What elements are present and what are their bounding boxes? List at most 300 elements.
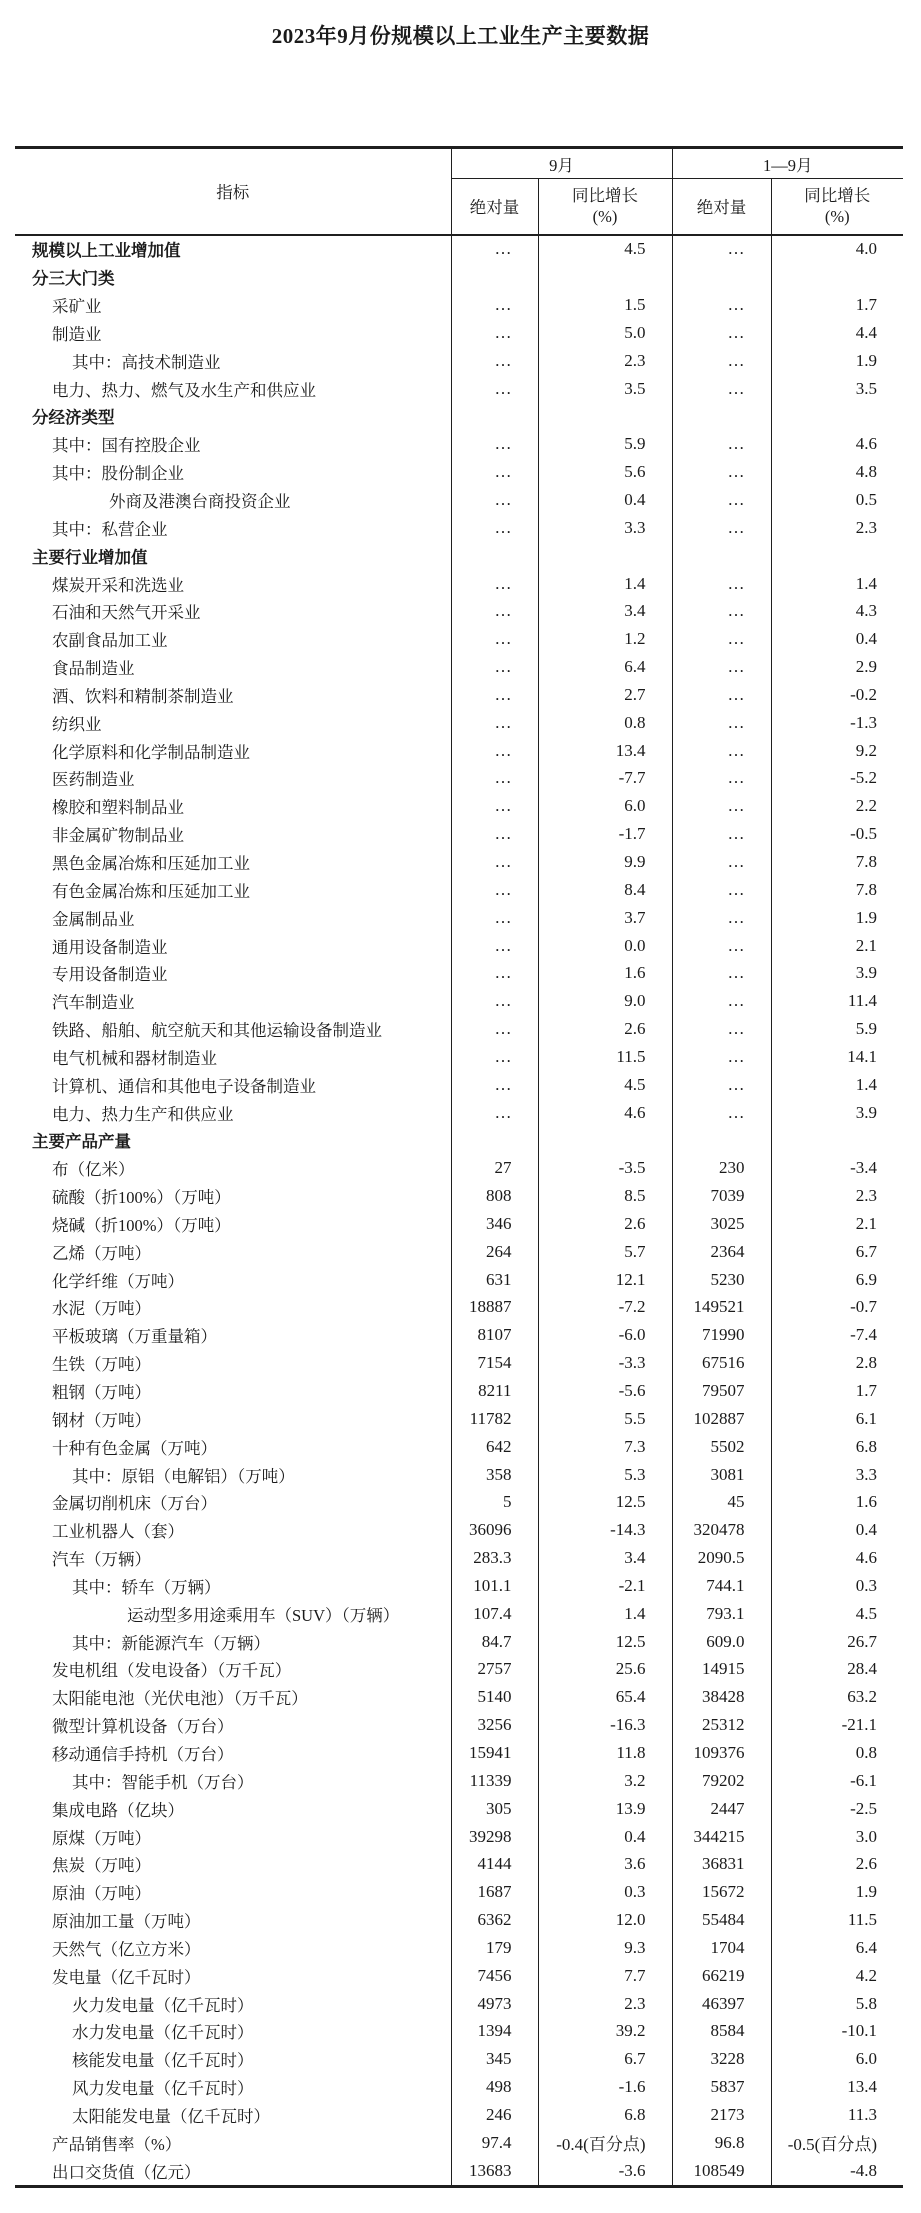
sep-absolute-value: 808	[451, 1182, 538, 1210]
indicator-label: 金属切削机床（万台）	[15, 1488, 451, 1516]
table-row	[15, 1210, 903, 1238]
table-row	[15, 1739, 903, 1767]
cum-absolute-value: 3228	[672, 2045, 771, 2073]
sep-yoy-value: 13.4	[538, 737, 672, 765]
table-row	[15, 1488, 903, 1516]
sep-yoy-value: 6.4	[538, 653, 672, 681]
cum-yoy-value	[771, 542, 903, 570]
table-row	[15, 1127, 903, 1155]
sep-yoy-value: 2.6	[538, 1210, 672, 1238]
sep-absolute-value: …	[451, 625, 538, 653]
cum-absolute-value: 71990	[672, 1321, 771, 1349]
sep-absolute-value: …	[451, 1071, 538, 1099]
cum-yoy-value: 3.5	[855, 378, 877, 398]
cum-yoy-value: 3.0	[855, 1826, 877, 1846]
table-row	[15, 2073, 903, 2101]
indicator-label: 有色金属冶炼和压延加工业	[15, 876, 451, 904]
indicator-label: 集成电路（亿块）	[15, 1795, 451, 1823]
sep-yoy-value: 5.3	[538, 1461, 672, 1489]
table-row	[15, 1683, 903, 1711]
table-row	[15, 848, 903, 876]
table-row	[15, 959, 903, 987]
sep-absolute-value: 305	[451, 1795, 538, 1823]
table-row	[15, 1433, 903, 1461]
cum-absolute-value: 320478	[672, 1516, 771, 1544]
sep-yoy-value: 1.6	[538, 959, 672, 987]
cum-absolute-value: 5230	[672, 1266, 771, 1294]
cum-yoy-value: 4.3	[855, 601, 877, 621]
cum-absolute-value: …	[672, 653, 771, 681]
sep-absolute-value: …	[451, 570, 538, 598]
sep-yoy-value: 3.6	[538, 1850, 672, 1878]
cum-absolute-value: …	[672, 1015, 771, 1043]
cum-yoy-value: 1.9	[855, 907, 877, 927]
sep-yoy-value: -5.6	[538, 1377, 672, 1405]
sep-yoy-value	[538, 1127, 672, 1155]
table-row	[15, 1656, 903, 1684]
sep-yoy-value: 0.8	[538, 709, 672, 737]
cum-absolute-value: 25312	[672, 1711, 771, 1739]
cum-absolute-value: …	[672, 681, 771, 709]
cum-yoy-value: 1.9	[855, 350, 877, 370]
cum-yoy-value: 1.4	[855, 1074, 877, 1094]
table-row	[15, 1405, 903, 1433]
cum-yoy-value: 6.4	[855, 1937, 877, 1957]
cum-yoy-value: 0.3	[855, 1575, 877, 1595]
cum-absolute-value: 230	[672, 1154, 771, 1182]
cum-yoy-value: 5.9	[855, 1019, 877, 1039]
sep-yoy-value: 6.7	[538, 2045, 672, 2073]
indicator-label: 汽车制造业	[15, 987, 451, 1015]
sep-yoy-value: 12.1	[538, 1266, 672, 1294]
sep-yoy-value: 3.7	[538, 904, 672, 932]
table-row	[15, 291, 903, 319]
cum-yoy-value: 4.5	[855, 1603, 877, 1623]
table-row	[15, 235, 903, 264]
sep-absolute-value: 39298	[451, 1823, 538, 1851]
table-row	[15, 1823, 903, 1851]
sep-absolute-value: 36096	[451, 1516, 538, 1544]
cum-absolute-value: 45	[672, 1488, 771, 1516]
sep-absolute-value: …	[451, 458, 538, 486]
table-row	[15, 792, 903, 820]
indicator-label: 水泥（万吨）	[15, 1294, 451, 1322]
cum-yoy-value: 2.3	[855, 517, 877, 537]
cum-yoy-value: 3.9	[855, 1102, 877, 1122]
sep-absolute-value: 246	[451, 2101, 538, 2129]
indicator-label: 烧碱（折100%）（万吨）	[15, 1210, 451, 1238]
cum-absolute-value: 3081	[672, 1461, 771, 1489]
indicator-label: 生铁（万吨）	[15, 1349, 451, 1377]
indicator-label: 主要产品产量	[15, 1127, 451, 1155]
sep-absolute-value	[451, 263, 538, 291]
sep-absolute-value: …	[451, 709, 538, 737]
cum-absolute-value: 36831	[672, 1850, 771, 1878]
table-row	[15, 2045, 903, 2073]
cum-absolute-value: …	[672, 1043, 771, 1071]
table-row	[15, 932, 903, 960]
sep-absolute-value: …	[451, 1015, 538, 1043]
cum-yoy-value: 14.1	[847, 1046, 877, 1066]
cum-yoy-value: 11.4	[847, 991, 877, 1011]
sep-absolute-value: …	[451, 1043, 538, 1071]
sep-yoy-value: -2.1	[538, 1572, 672, 1600]
sep-absolute-value: 498	[451, 2073, 538, 2101]
cum-yoy-value: 0.5	[855, 490, 877, 510]
table-row	[15, 1154, 903, 1182]
indicator-label: 专用设备制造业	[15, 959, 451, 987]
cum-absolute-value: …	[672, 597, 771, 625]
indicator-label: 微型计算机设备（万台）	[15, 1711, 451, 1739]
indicator-label: 移动通信手持机（万台）	[15, 1739, 451, 1767]
indicator-label: 发电量（亿千瓦时）	[15, 1962, 451, 1990]
cum-absolute-value: …	[672, 1071, 771, 1099]
indicator-label: 电力、热力、燃气及水生产和供应业	[15, 375, 451, 403]
sep-absolute-value: 8211	[451, 1377, 538, 1405]
indicator-label: 原煤（万吨）	[15, 1823, 451, 1851]
cum-yoy-value: 4.4	[855, 322, 877, 342]
cum-absolute-value	[672, 403, 771, 431]
sep-absolute-value: …	[451, 876, 538, 904]
sep-absolute-value: 13683	[451, 2157, 538, 2186]
table-row	[15, 542, 903, 570]
header-month-absolute: 绝对量	[451, 179, 538, 235]
indicator-label: 分经济类型	[15, 403, 451, 431]
cum-absolute-value: …	[672, 514, 771, 542]
sep-absolute-value: 11339	[451, 1767, 538, 1795]
cum-yoy-value: 4.0	[855, 239, 877, 259]
table-row	[15, 1990, 903, 2018]
table-body	[15, 235, 903, 2187]
sep-yoy-value: -3.3	[538, 1349, 672, 1377]
indicator-label: 其中：原铝（电解铝）（万吨）	[15, 1461, 451, 1489]
cum-absolute-value: 109376	[672, 1739, 771, 1767]
sep-yoy-value: 6.8	[538, 2101, 672, 2129]
sep-absolute-value	[451, 1127, 538, 1155]
cum-absolute-value: 344215	[672, 1823, 771, 1851]
sep-absolute-value: 1687	[451, 1878, 538, 1906]
indicator-label: 太阳能电池（光伏电池）（万千瓦）	[15, 1683, 451, 1711]
cum-absolute-value: …	[672, 709, 771, 737]
sep-yoy-value: 9.0	[538, 987, 672, 1015]
table-row	[15, 1238, 903, 1266]
indicator-label: 铁路、船舶、航空航天和其他运输设备制造业	[15, 1015, 451, 1043]
cum-yoy-value: 13.4	[847, 2077, 877, 2097]
sep-absolute-value	[451, 542, 538, 570]
sep-yoy-value: 0.4	[538, 1823, 672, 1851]
cum-yoy-value: -4.8	[850, 2160, 877, 2180]
indicator-label: 食品制造业	[15, 653, 451, 681]
cum-absolute-value: …	[672, 347, 771, 375]
sep-yoy-value: 8.4	[538, 876, 672, 904]
indicator-label: 制造业	[15, 319, 451, 347]
cum-absolute-value: 2090.5	[672, 1544, 771, 1572]
cum-absolute-value: 3025	[672, 1210, 771, 1238]
cum-yoy-value: 6.0	[855, 2049, 877, 2069]
cum-absolute-value: …	[672, 319, 771, 347]
cum-yoy-value: 1.7	[855, 1381, 877, 1401]
sep-yoy-value: -1.7	[538, 820, 672, 848]
indicator-label: 其中：高技术制造业	[15, 347, 451, 375]
sep-yoy-value: 65.4	[538, 1683, 672, 1711]
indicator-label: 风力发电量（亿千瓦时）	[15, 2073, 451, 2101]
cum-absolute-value: 744.1	[672, 1572, 771, 1600]
cum-absolute-value: 108549	[672, 2157, 771, 2186]
sep-absolute-value: 18887	[451, 1294, 538, 1322]
cum-absolute-value	[672, 1127, 771, 1155]
cum-yoy-value: -5.2	[850, 768, 877, 788]
indicator-label: 天然气（亿立方米）	[15, 1934, 451, 1962]
sep-absolute-value: …	[451, 1099, 538, 1127]
table-row	[15, 709, 903, 737]
indicator-label: 非金属矿物制品业	[15, 820, 451, 848]
sep-yoy-value	[538, 542, 672, 570]
sep-yoy-value: 0.3	[538, 1878, 672, 1906]
sep-yoy-value: 1.4	[538, 570, 672, 598]
cum-absolute-value: 1704	[672, 1934, 771, 1962]
cum-yoy-value: -2.5	[850, 1798, 877, 1818]
sep-yoy-value: 9.9	[538, 848, 672, 876]
cum-absolute-value: …	[672, 876, 771, 904]
sep-yoy-value: -3.5	[538, 1154, 672, 1182]
indicator-label: 核能发电量（亿千瓦时）	[15, 2045, 451, 2073]
sep-absolute-value: …	[451, 932, 538, 960]
sep-yoy-value: 8.5	[538, 1182, 672, 1210]
cum-yoy-value: 2.2	[855, 796, 877, 816]
sep-yoy-value: -3.6	[538, 2157, 672, 2186]
table-row	[15, 514, 903, 542]
indicator-label: 煤炭开采和洗选业	[15, 570, 451, 598]
sep-absolute-value: 8107	[451, 1321, 538, 1349]
cum-absolute-value: …	[672, 486, 771, 514]
table-row	[15, 1321, 903, 1349]
sep-absolute-value: …	[451, 765, 538, 793]
indicator-label: 水力发电量（亿千瓦时）	[15, 2018, 451, 2046]
sep-absolute-value: 4144	[451, 1850, 538, 1878]
cum-absolute-value: 79202	[672, 1767, 771, 1795]
cum-absolute-value: …	[672, 291, 771, 319]
cum-absolute-value: 2173	[672, 2101, 771, 2129]
sep-absolute-value: 4973	[451, 1990, 538, 2018]
cum-yoy-value: 28.4	[847, 1659, 877, 1679]
indicator-label: 金属制品业	[15, 904, 451, 932]
sep-yoy-value: 25.6	[538, 1656, 672, 1684]
cum-yoy-value: 2.6	[855, 1854, 877, 1874]
table-row	[15, 486, 903, 514]
sep-yoy-value: 1.4	[538, 1600, 672, 1628]
table-row	[15, 737, 903, 765]
table-row	[15, 403, 903, 431]
indicator-label: 硫酸（折100%）（万吨）	[15, 1182, 451, 1210]
cum-absolute-value: 66219	[672, 1962, 771, 1990]
indicator-label: 纺织业	[15, 709, 451, 737]
cum-absolute-value: …	[672, 1099, 771, 1127]
cum-absolute-value	[672, 542, 771, 570]
cum-yoy-value: -3.4	[850, 1158, 877, 1178]
cum-yoy-value: 2.3	[855, 1186, 877, 1206]
sep-yoy-value: 0.4	[538, 486, 672, 514]
cum-absolute-value: 8584	[672, 2018, 771, 2046]
indicator-label: 产品销售率（%）	[15, 2129, 451, 2157]
indicator-label: 主要行业增加值	[15, 542, 451, 570]
table-row	[15, 1043, 903, 1071]
table-row	[15, 319, 903, 347]
indicator-label: 电气机械和器材制造业	[15, 1043, 451, 1071]
sep-yoy-value: 3.3	[538, 514, 672, 542]
indicator-label: 其中：智能手机（万台）	[15, 1767, 451, 1795]
sep-yoy-value: -1.6	[538, 2073, 672, 2101]
sep-yoy-value: 3.5	[538, 375, 672, 403]
page-title: 2023年9月份规模以上工业生产主要数据	[271, 24, 650, 48]
cum-yoy-value: 4.6	[855, 434, 877, 454]
sep-absolute-value: …	[451, 959, 538, 987]
cum-yoy-value: -0.5(百分点)	[787, 2135, 877, 2155]
indicator-label: 乙烯（万吨）	[15, 1238, 451, 1266]
header-month-yoy-line1: 同比增长	[572, 186, 638, 206]
indicator-label: 运动型多用途乘用车（SUV）（万辆）	[15, 1600, 451, 1628]
sep-yoy-value: 4.5	[538, 1071, 672, 1099]
cum-yoy-value: 26.7	[847, 1631, 877, 1651]
sep-absolute-value: …	[451, 653, 538, 681]
table-row	[15, 263, 903, 291]
cum-yoy-value: 11.3	[847, 2104, 877, 2124]
table-row	[15, 904, 903, 932]
indicator-label: 规模以上工业增加值	[15, 235, 451, 264]
sep-yoy-value: 3.4	[538, 1544, 672, 1572]
cum-yoy-value: 2.1	[855, 1213, 877, 1233]
sep-yoy-value: 6.0	[538, 792, 672, 820]
sep-absolute-value: …	[451, 820, 538, 848]
cum-absolute-value: …	[672, 737, 771, 765]
table-row	[15, 1461, 903, 1489]
sep-absolute-value: 3256	[451, 1711, 538, 1739]
indicator-label: 其中：轿车（万辆）	[15, 1572, 451, 1600]
indicator-label: 医药制造业	[15, 765, 451, 793]
table-row	[15, 625, 903, 653]
indicator-label: 计算机、通信和其他电子设备制造业	[15, 1071, 451, 1099]
cum-absolute-value	[672, 263, 771, 291]
cum-yoy-value: 2.1	[855, 935, 877, 955]
sep-absolute-value: 107.4	[451, 1600, 538, 1628]
cum-absolute-value: …	[672, 765, 771, 793]
table-row	[15, 1071, 903, 1099]
sep-absolute-value: …	[451, 291, 538, 319]
sep-absolute-value: 642	[451, 1433, 538, 1461]
table-row	[15, 2157, 903, 2186]
table-row	[15, 1294, 903, 1322]
table-row	[15, 1544, 903, 1572]
sep-absolute-value: 84.7	[451, 1628, 538, 1656]
cum-absolute-value: 149521	[672, 1294, 771, 1322]
cum-yoy-value: 1.6	[855, 1492, 877, 1512]
indicator-label: 汽车（万辆）	[15, 1544, 451, 1572]
header-month-group: 9月	[451, 148, 672, 179]
sep-absolute-value: …	[451, 375, 538, 403]
sep-yoy-value: 7.7	[538, 1962, 672, 1990]
cum-yoy-value	[771, 263, 903, 291]
table-row	[15, 1934, 903, 1962]
cum-absolute-value: …	[672, 458, 771, 486]
table-row	[15, 987, 903, 1015]
sep-absolute-value: …	[451, 987, 538, 1015]
table-row	[15, 1600, 903, 1628]
cum-yoy-value: 6.1	[855, 1408, 877, 1428]
sep-absolute-value: 101.1	[451, 1572, 538, 1600]
header-month-yoy-line2: (%)	[592, 207, 618, 227]
sep-yoy-value: 7.3	[538, 1433, 672, 1461]
table-row	[15, 570, 903, 598]
cum-absolute-value: 2364	[672, 1238, 771, 1266]
sep-absolute-value: 179	[451, 1934, 538, 1962]
indicator-label: 电力、热力生产和供应业	[15, 1099, 451, 1127]
table-row	[15, 1795, 903, 1823]
table-row	[15, 681, 903, 709]
sep-yoy-value: 5.0	[538, 319, 672, 347]
cum-absolute-value: …	[672, 904, 771, 932]
indicator-label: 原油加工量（万吨）	[15, 1906, 451, 1934]
sep-absolute-value: 6362	[451, 1906, 538, 1934]
cum-yoy-value: 1.7	[855, 295, 877, 315]
indicator-label: 原油（万吨）	[15, 1878, 451, 1906]
cum-absolute-value: 5837	[672, 2073, 771, 2101]
sep-absolute-value: 11782	[451, 1405, 538, 1433]
sep-absolute-value: …	[451, 792, 538, 820]
cum-absolute-value: 609.0	[672, 1628, 771, 1656]
indicator-label: 化学原料和化学制品制造业	[15, 737, 451, 765]
cum-yoy-value: 4.8	[855, 462, 877, 482]
indicator-label: 其中：国有控股企业	[15, 430, 451, 458]
indicator-label: 十种有色金属（万吨）	[15, 1433, 451, 1461]
cum-yoy-value: 0.8	[855, 1742, 877, 1762]
indicator-label: 其中：私营企业	[15, 514, 451, 542]
header-row-groups	[15, 148, 903, 179]
sep-absolute-value: …	[451, 235, 538, 264]
cum-absolute-value: …	[672, 375, 771, 403]
indicator-label: 采矿业	[15, 291, 451, 319]
sep-absolute-value: …	[451, 486, 538, 514]
cum-absolute-value: 38428	[672, 1683, 771, 1711]
sep-yoy-value: 2.6	[538, 1015, 672, 1043]
sep-yoy-value: 13.9	[538, 1795, 672, 1823]
header-cum-yoy-line1: 同比增长	[804, 186, 871, 206]
sep-yoy-value	[538, 403, 672, 431]
table-row	[15, 1711, 903, 1739]
indicator-label: 酒、饮料和精制茶制造业	[15, 681, 451, 709]
sep-yoy-value: 2.3	[538, 1990, 672, 2018]
indicator-label: 其中：股份制企业	[15, 458, 451, 486]
sep-absolute-value	[451, 403, 538, 431]
indicator-label: 橡胶和塑料制品业	[15, 792, 451, 820]
sep-yoy-value: -14.3	[538, 1516, 672, 1544]
table-row	[15, 2101, 903, 2129]
table-row	[15, 1850, 903, 1878]
table-row	[15, 1516, 903, 1544]
cum-yoy-value: 3.9	[855, 963, 877, 983]
sep-yoy-value: 12.0	[538, 1906, 672, 1934]
cum-absolute-value: 79507	[672, 1377, 771, 1405]
indicator-label: 通用设备制造业	[15, 932, 451, 960]
cum-absolute-value: 7039	[672, 1182, 771, 1210]
cum-absolute-value: 96.8	[672, 2129, 771, 2157]
sep-yoy-value: -6.0	[538, 1321, 672, 1349]
sep-absolute-value: 7154	[451, 1349, 538, 1377]
cum-absolute-value: …	[672, 987, 771, 1015]
sep-absolute-value: 27	[451, 1154, 538, 1182]
sep-yoy-value: 1.5	[538, 291, 672, 319]
sep-absolute-value: 1394	[451, 2018, 538, 2046]
indicator-label: 其中：新能源汽车（万辆）	[15, 1628, 451, 1656]
table-row	[15, 1572, 903, 1600]
